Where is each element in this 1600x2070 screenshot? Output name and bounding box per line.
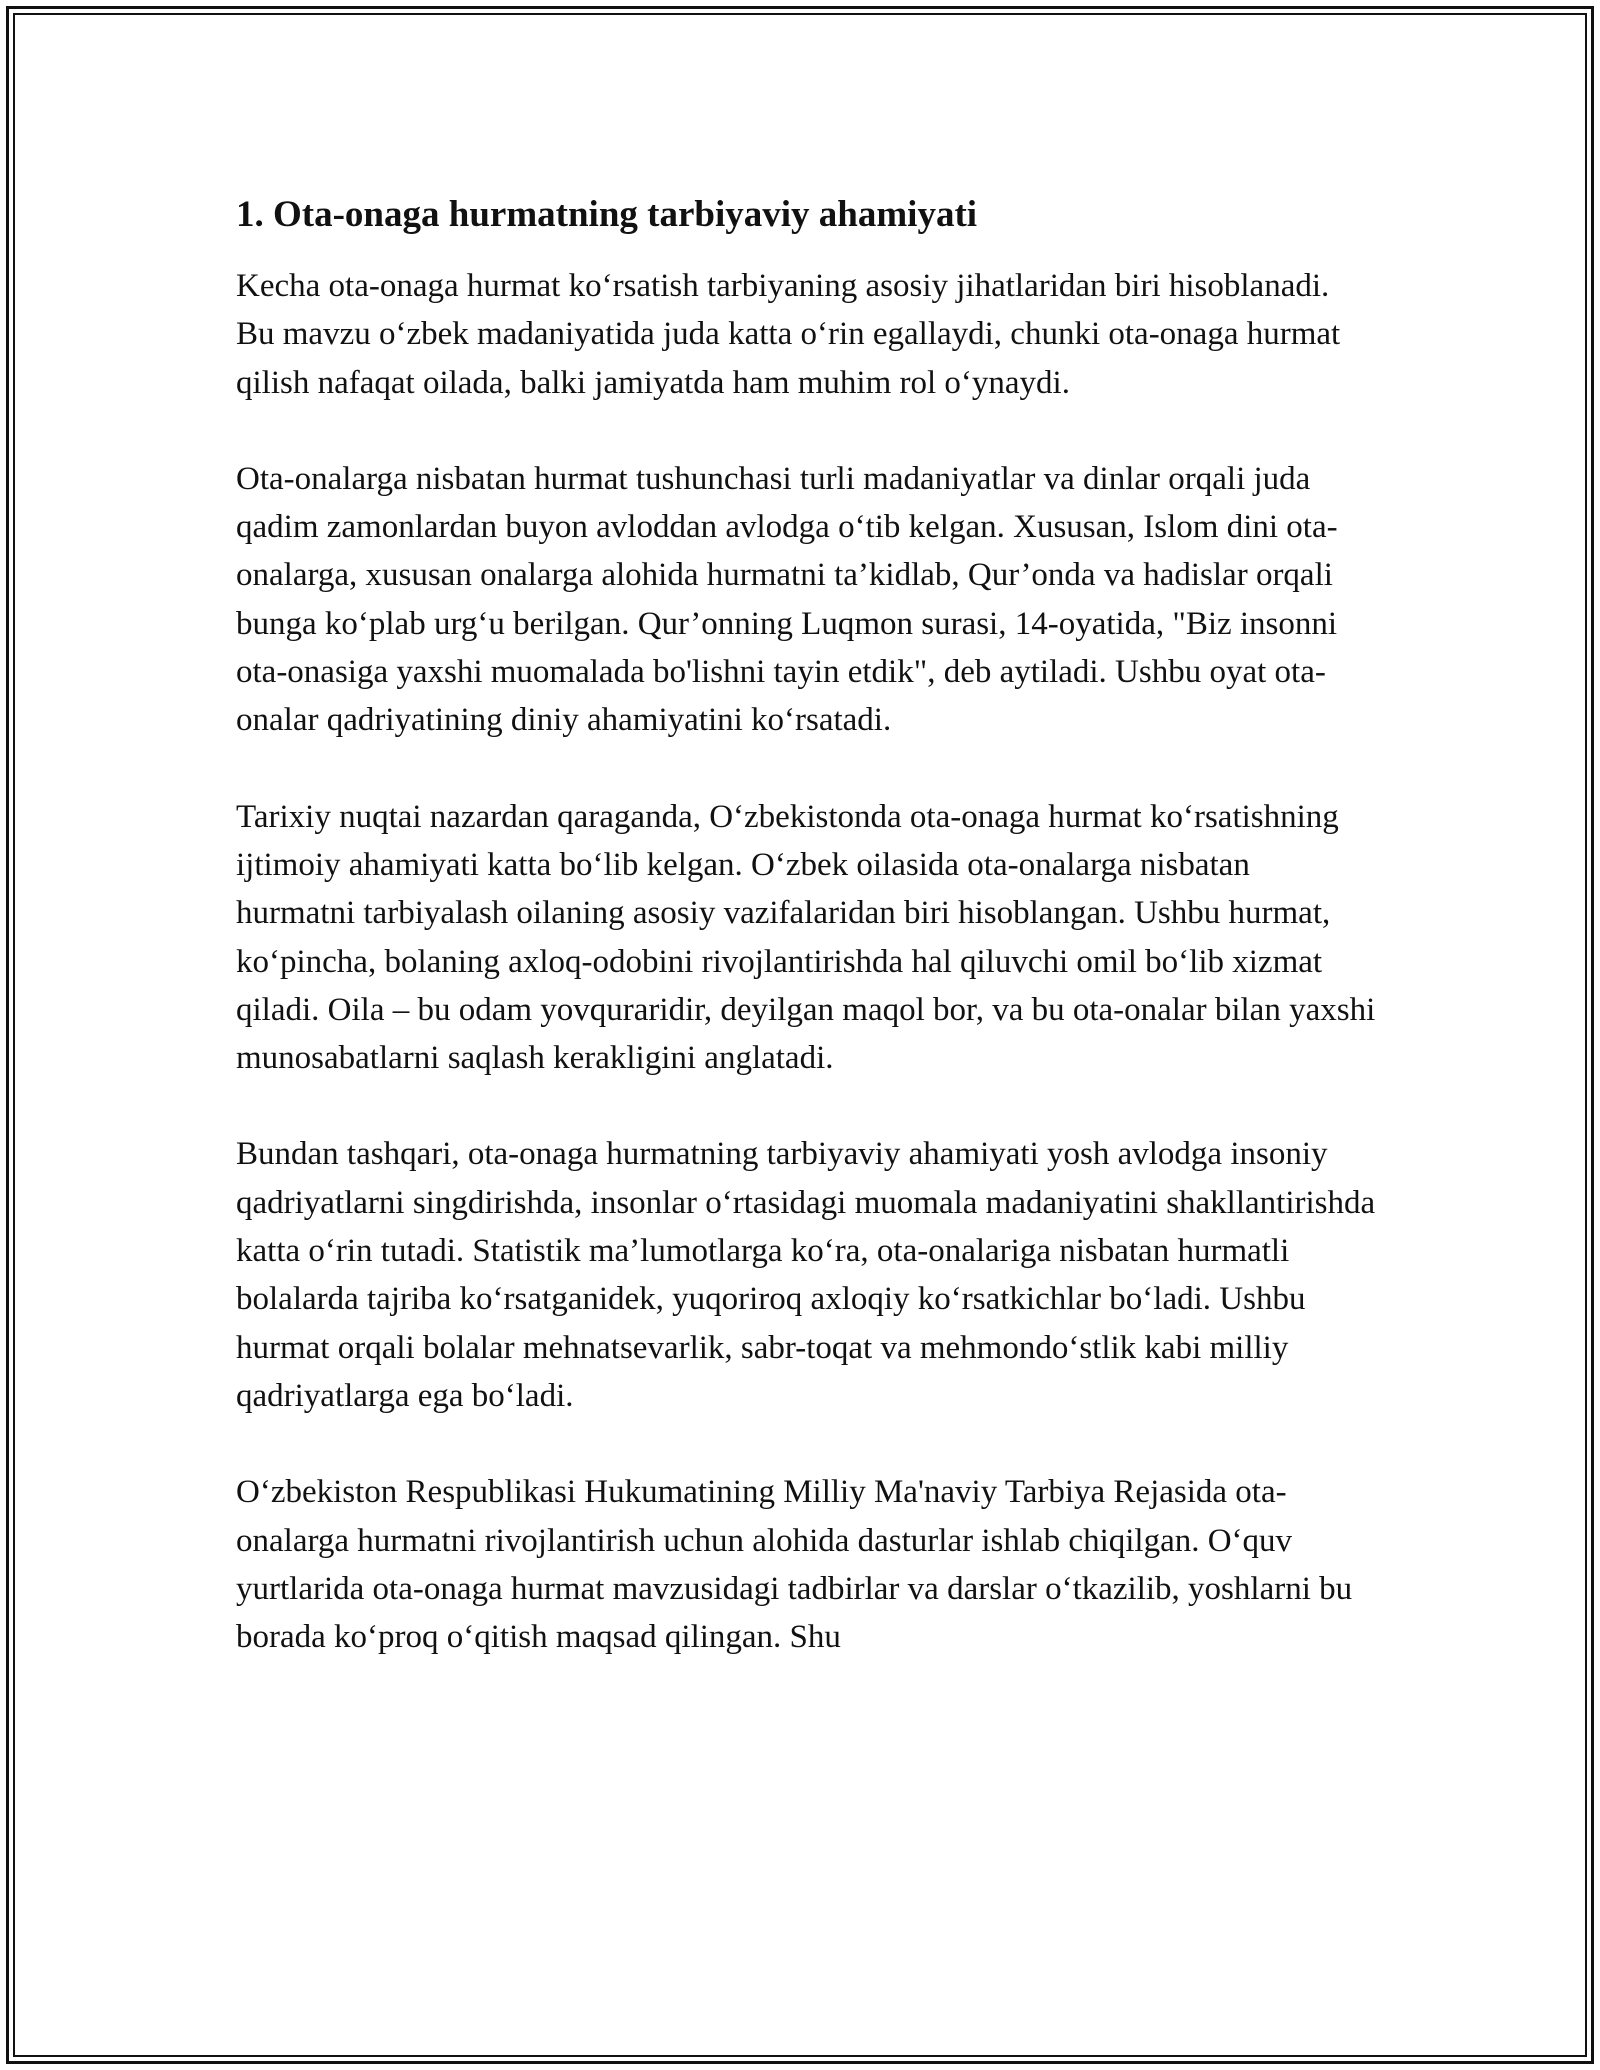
document-body: [236, 180, 1376, 1709]
paragraph-4: Bundan tashqari, ota-onaga hurmatning tarbiyaviy ahamiyati yosh avlodga insoniy qadriyatlarni singdirishda, insonlar oʻrtasidagi muomala madaniyatini shakllantirishda katta oʻrin tutadi. Statistik ma’lumotlarga koʻra, ota-onalariga nisbatan hurmatli bolalarda tajriba koʻrsatganidek, yuqoriroq axloqiy koʻrsatkichlar boʻladi. Ushbu hurmat orqali bolalar mehnatsevarlik, sabr-toqat va mehmondoʻstlik kabi milliy qadriyatlarga ega boʻladi.: [236, 1136, 1376, 1414]
paragraph-3: Tarixiy nuqtai nazardan qaraganda, Oʻzbekistonda ota-onaga hurmat koʻrsatishning ijtimoiy ahamiyati katta boʻlib kelgan. Oʻzbek oilasida ota-onalarga nisbatan hurmatni tarbiyalash oilaning asosiy vazifalaridan biri hisoblangan. Ushbu hurmat, koʻpincha, bolaning axloq-odobini rivojlantirishda hal qiluvchi omil boʻlib xizmat qiladi. Oila – bu odam yovqurаridir, deyilgan maqol bor, va bu ota-onalar bilan yaxshi munosabatlarni saqlash kerakligini anglatadi.: [236, 798, 1376, 1077]
paragraph-2: Ota-onalarga nisbatan hurmat tushunchasi turli madaniyatlar va dinlar orqali juda qadim zamonlardan buyon avloddan avlodga oʻtib kelgan. Xususan, Islom dini ota-onalarga, xususan onalarga alohida hurmatni ta’kidlab, Qur’onda va hadislar orqali bunga koʻplab urgʻu berilgan. Qur’onning Luqmon surasi, 14-oyatida, "Biz insonni ota-onasiga yaxshi muomalada bo'lishni tayin etdik", deb aytiladi. Ushbu oyat ota-onalar qadriyatining diniy ahamiyatini koʻrsatadi.: [236, 460, 1338, 739]
paragraph-5: Oʻzbekiston Respublikasi Hukumatining Milliy Ma'naviy Tarbiya Rejasida ota-onalarga hurmatni rivojlantirish uchun alohida dasturlar ishlab chiqilgan. Oʻquv yurtlarida ota-onaga hurmat mavzusidagi tadbirlar va darslar oʻtkazilib, yoshlarni bu borada koʻproq oʻqitish maqsad qilingan. Shu: [236, 1474, 1353, 1656]
section-heading: 1. Ota-onaga hurmatning tarbiyaviy ahamiyati: [236, 194, 978, 235]
paragraph-1: Kecha ota-onaga hurmat koʻrsatish tarbiyaning asosiy jihatlaridan biri hisoblanadi. Bu mavzu oʻzbek madaniyatida juda katta oʻrin egallaydi, chunki ota-onaga hurmat qilish nafaqat oilada, balki jamiyatda ham muhim rol oʻynaydi.: [236, 268, 1341, 401]
